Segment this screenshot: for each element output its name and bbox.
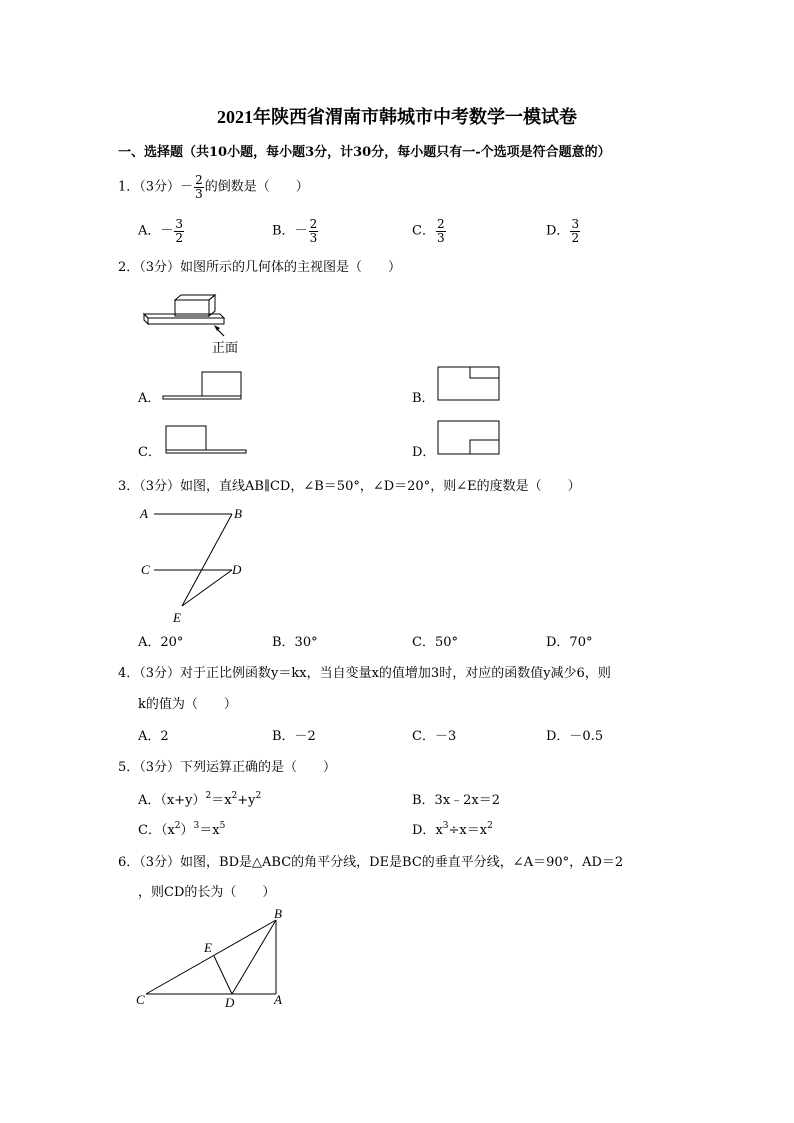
q2-option-d-figure: [437, 420, 501, 456]
q4-option-b: B．－2: [272, 729, 316, 744]
option-fraction: [436, 218, 446, 244]
q2-front-label: 正面: [212, 341, 239, 356]
expr: ÷x＝x: [448, 823, 488, 838]
exponent: 3: [193, 821, 200, 831]
exponent: 2: [255, 791, 262, 801]
q3-figure: [138, 502, 258, 632]
expr: （x+y）: [160, 793, 206, 808]
question-3: 3．（3分）如图，直线AB∥CD，∠B＝50°，∠D＝20°，则∠E的度数是（ ）: [118, 479, 581, 494]
option-label: C．: [412, 223, 435, 239]
q6-label-d: D: [225, 995, 235, 1010]
option-label: A．: [138, 223, 161, 239]
q3-option-d: D．70°: [546, 635, 593, 650]
numerator: 2: [436, 217, 445, 231]
q4-option-c: C．－3: [412, 729, 457, 744]
q2-option-a-label: A．: [138, 391, 161, 406]
option-sign: －: [160, 223, 174, 239]
denominator: 2: [571, 230, 580, 245]
exponent: 2: [205, 791, 212, 801]
q6-label-a: A: [274, 992, 282, 1007]
q3-option-c: C．50°: [412, 635, 458, 650]
q1-number: 1．（3分）: [118, 179, 181, 195]
question-5: 5．（3分）下列运算正确的是（ ）: [118, 760, 337, 775]
option-label: D．: [546, 223, 570, 239]
question-6-line-1: 6．（3分）如图，BD是△ABC的角平分线，DE是BC的垂直平分线，∠A＝90°，AD＝2: [118, 855, 624, 870]
expr: x: [435, 823, 443, 838]
numerator: 3: [175, 217, 184, 231]
q6-label-c: C: [136, 992, 145, 1007]
expr: ＝x: [199, 823, 220, 838]
option-label: D．: [412, 823, 436, 838]
denominator: 3: [309, 230, 318, 245]
q5-option-d: [412, 821, 493, 838]
q1-fraction: [194, 174, 204, 200]
q2-option-a-figure: [162, 370, 244, 402]
option-fraction: [309, 218, 319, 244]
question-1: [118, 174, 309, 200]
q2-option-c-label: C．: [138, 445, 161, 460]
q2-option-b-label: B．: [412, 391, 435, 406]
q1-neg-sign: －: [180, 179, 194, 195]
numerator: 3: [571, 217, 580, 231]
option-sign: －: [294, 223, 308, 239]
q6-figure: [130, 904, 290, 1014]
section-header-choice: 一、选择题（共10小题，每小题3分，计30分，每小题只有一-个选项是符合题意的）: [118, 145, 611, 160]
q3-label-c: C: [141, 562, 150, 577]
denominator: 2: [175, 230, 184, 245]
denominator: 3: [436, 230, 445, 245]
expr: ＝x: [211, 793, 232, 808]
q3-option-b: B．30°: [272, 635, 318, 650]
q3-option-a: A．20°: [138, 635, 184, 650]
q1-option-b: [272, 218, 319, 244]
q1-option-c: [412, 218, 447, 244]
expr: ）: [180, 823, 194, 838]
q3-label-e: E: [173, 610, 181, 625]
exponent: 3: [442, 821, 449, 831]
exponent: 2: [487, 821, 493, 831]
q5-option-c: [138, 821, 226, 838]
q5-option-a: [138, 791, 262, 808]
question-2: 2．（3分）如图所示的几何体的主视图是（ ）: [118, 260, 402, 275]
q2-option-b-figure: [437, 366, 501, 402]
q3-label-b: B: [234, 506, 242, 521]
option-label: A．: [138, 793, 161, 808]
q2-solid-figure: [138, 290, 248, 340]
q5-option-b: B．3x﹣2x＝2: [412, 793, 501, 808]
expr: +y: [237, 793, 256, 808]
option-fraction: [570, 218, 580, 244]
numerator: 2: [309, 217, 318, 231]
q1-denominator: 3: [195, 186, 203, 201]
option-label: B．: [272, 223, 295, 239]
q4-option-d: D．－0.5: [546, 729, 604, 744]
q1-option-d: [546, 218, 581, 244]
q3-label-a: A: [140, 506, 148, 521]
q1-numerator: 2: [195, 173, 203, 187]
q1-option-a: [138, 218, 185, 244]
page-title: 2021年陕西省渭南市韩城市中考数学一模试卷: [217, 107, 577, 127]
question-4-line-1: 4．（3分）对于正比例函数y＝kx，当自变量x的值增加3时，对应的函数值y减少6，则: [118, 666, 611, 681]
exponent: 2: [231, 791, 238, 801]
q2-option-c-figure: [164, 424, 248, 456]
question-6-line-2: ，则CD的长为（ ）: [138, 885, 276, 900]
exponent: 2: [174, 821, 181, 831]
q6-label-e: E: [204, 940, 212, 955]
q6-label-b: B: [274, 906, 282, 921]
expr: （x: [160, 823, 175, 838]
exponent: 5: [219, 821, 226, 831]
option-fraction: [174, 218, 184, 244]
q4-option-a: A．2: [138, 729, 169, 744]
question-4-line-2: k的值为（ ）: [138, 697, 237, 712]
q2-option-d-label: D．: [412, 445, 436, 460]
option-label: C．: [138, 823, 161, 838]
q1-text: 的倒数是（ ）: [204, 179, 309, 195]
q3-label-d: D: [232, 562, 242, 577]
